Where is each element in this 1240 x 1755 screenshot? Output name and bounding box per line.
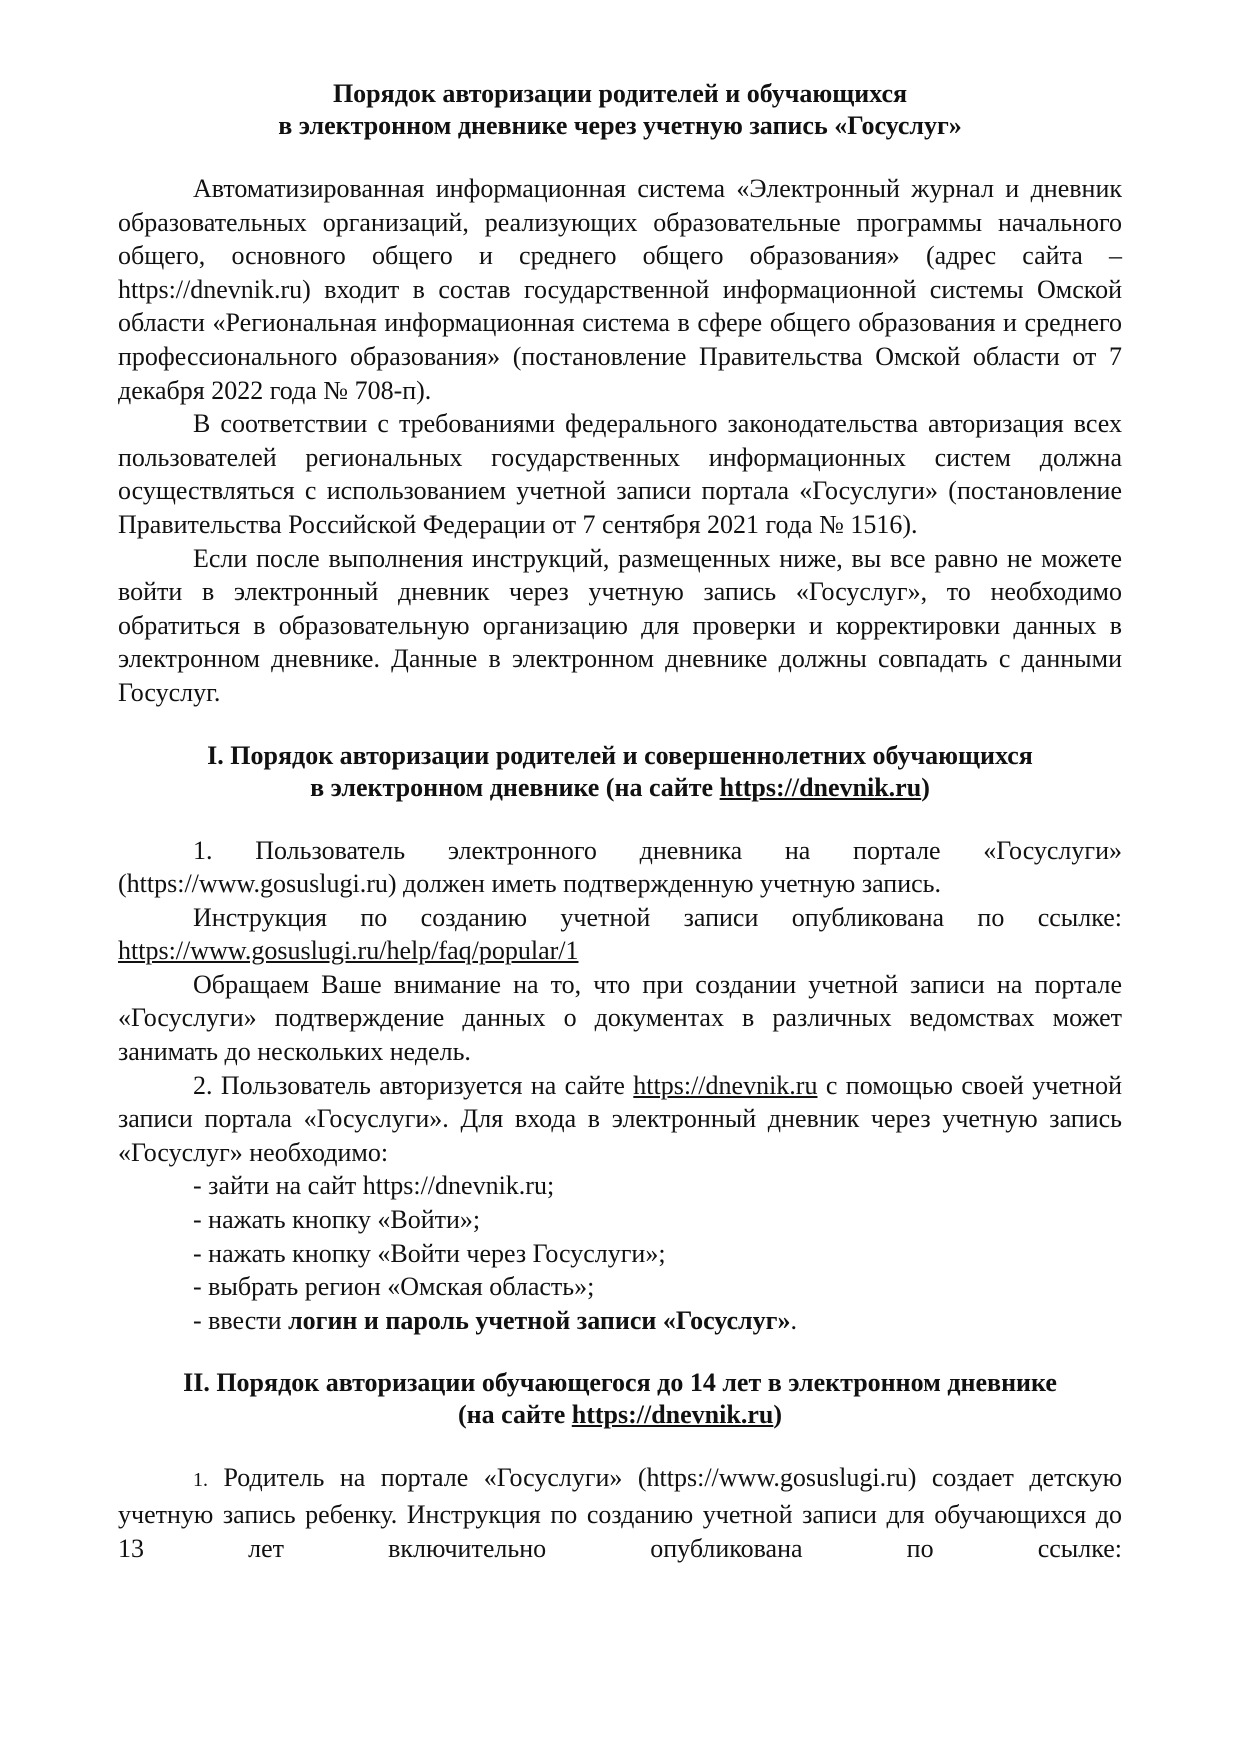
section-1-title-line-1: I. Порядок авторизации родителей и совершеннолетних обучающихся (207, 740, 1033, 770)
section-2-title-line-1: II. Порядок авторизации обучающегося до 14 лет в электронном дневнике (183, 1368, 1057, 1398)
spacer (118, 710, 1122, 740)
document-title-line-1: Порядок авторизации родителей и обучающихся (332, 79, 908, 108)
spacer (118, 1431, 1122, 1461)
intro-paragraph-3: Если после выполнения инструкций, размещенных ниже, вы все равно не можете войти в электронный дневник через учетную запись «Госуслуг», то необходимо обратиться в образовательную организацию для проверки и корректировки данных в электронном дневнике. Данные в электронном дневнике должны совпадать с данными Госуслуг. (118, 543, 1122, 707)
login-step-2: - нажать кнопку «Войти»; (193, 1205, 481, 1235)
section-1-title-line-2 (118, 772, 1122, 804)
intro-paragraph-1: Автоматизированная информационная система «Электронный журнал и дневник образовательных организаций, реализующих образовательные программы начального общего, основного общего и среднего общего образования» (адрес сайта – https://dnevnik.ru) входит в состав государственной информационной системы Омской области «Региональная информационная система в сфере общего образования и среднего профессионального образования» (постановление Правительства Омской области от 7 декабря 2022 года № 708-п). (118, 174, 1122, 405)
spacer (118, 142, 1122, 172)
section-2-item-1-number: 1. (193, 1469, 208, 1492)
spacer (118, 804, 1122, 834)
login-step-5-bold: логин и пароль учетной записи «Госуслуг» (288, 1305, 791, 1335)
section-2-title-suffix: ) (773, 1400, 783, 1430)
section-2-item-1 (118, 1461, 1122, 1565)
document-title-line-2: в электронном дневнике через учетную запись «Госуслуг» (278, 111, 962, 140)
intro-paragraph-2: В соответствии с требованиями федерального законодательства авторизация всех пользователей региональных государственных информационных систем должна осуществляться с использованием учетной записи портала «Госуслуги» (постановление Правительства Российской Федерации от 7 сентября 2021 года № 1516). (118, 409, 1122, 539)
login-step-5-suffix: . (790, 1305, 797, 1335)
login-step-1: - зайти на сайт https://dnevnik.ru; (193, 1171, 555, 1201)
login-step-5-prefix: - ввести (193, 1305, 289, 1335)
section-1-instruction (118, 901, 1122, 968)
section-1-item-2-prefix: 2. Пользователь авторизуется на сайте (193, 1070, 634, 1100)
section-1-title-link[interactable]: https://dnevnik.ru (719, 772, 922, 802)
dnevnik-link[interactable]: https://dnevnik.ru (633, 1070, 818, 1100)
spacer (118, 1337, 1122, 1367)
section-1-title-prefix: в электронном дневнике (на сайте (310, 772, 720, 802)
section-2-item-1-text: Родитель на портале «Госуслуги» (https://www.gosuslugi.ru) создает детскую учетную запись ребенку. Инструкция по созданию учетной записи для обучающихся до 13 лет включительно опубликована по ссылке: (118, 1463, 1122, 1563)
section-2-title-link[interactable]: https://dnevnik.ru (571, 1400, 774, 1430)
section-2-title (118, 1367, 1122, 1431)
section-1-title (118, 740, 1122, 804)
section-1-item-1: 1. Пользователь электронного дневника на портале «Госуслуги» (https://www.gosuslugi.ru) должен иметь подтвержденную учетную запись. (118, 835, 1122, 899)
section-1-item-2 (118, 1069, 1122, 1170)
login-step-4: - выбрать регион «Омская область»; (193, 1272, 595, 1302)
section-1-instruction-text: Инструкция по созданию учетной записи опубликована по ссылке: (193, 902, 1122, 932)
gosuslugi-faq-link[interactable]: https://www.gosuslugi.ru/help/faq/popular/1 (118, 936, 579, 966)
section-1-note: Обращаем Ваше внимание на то, что при создании учетной записи на портале «Госуслуги» подтверждение данных о документах в различных ведомствах может занимать до нескольких недель. (118, 969, 1122, 1067)
section-1-item-2-suffix: с помощью своей учетной записи портала «Госуслуги». Для входа в электронный дневник через учетную запись «Госуслуг» необходимо: (118, 1070, 1122, 1167)
section-1-title-suffix: ) (921, 772, 930, 802)
login-step-5 (118, 1304, 1122, 1338)
section-2-title-line-2 (118, 1399, 1122, 1431)
document-content (118, 78, 1122, 1565)
section-2-title-prefix: (на сайте (457, 1400, 572, 1430)
login-step-3: - нажать кнопку «Войти через Госуслуги»; (193, 1238, 666, 1268)
document-title (118, 78, 1122, 142)
